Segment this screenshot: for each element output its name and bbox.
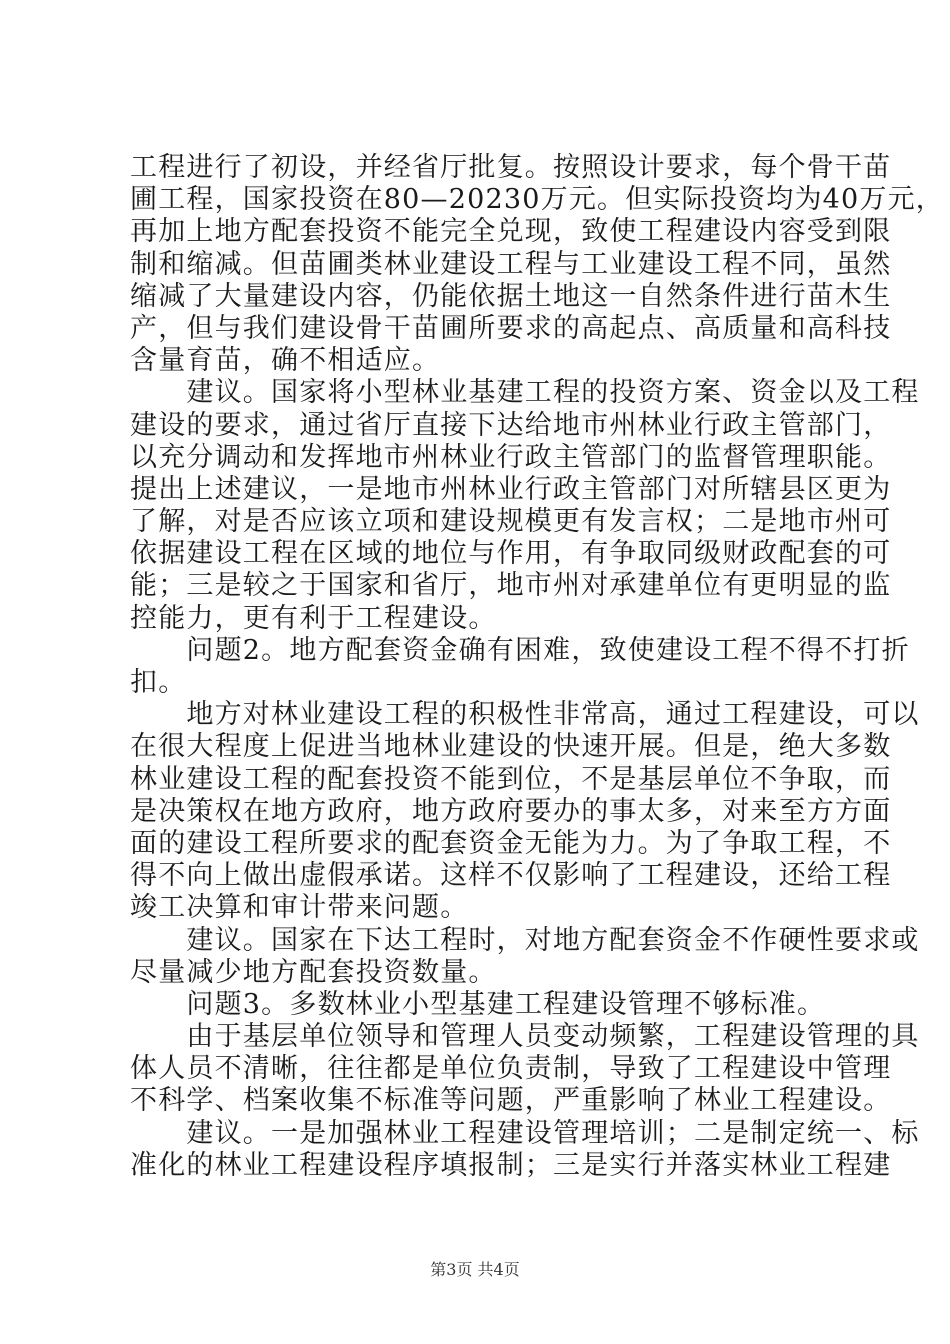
text-line: 在很大程度上促进当地林业建设的快速开展。但是，绝大多数 — [130, 731, 892, 763]
text-line: 建议。国家在下达工程时，对地方配套资金不作硬性要求或 — [130, 924, 920, 956]
text-line: 建议。一是加强林业工程建设管理培训；二是制定统一、标 — [130, 1117, 920, 1149]
text-line: 工程进行了初设，并经省厅批复。按照设计要求，每个骨干苗 — [130, 152, 892, 183]
text-line: 以充分调动和发挥地市州林业行政主管部门的监督管理职能。 — [130, 441, 892, 473]
text-line: 建议。国家将小型林业基建工程的投资方案、资金以及工程 — [130, 377, 920, 409]
text-line: 能；三是较之于国家和省厅，地市州对承建单位有更明显的监 — [130, 570, 892, 602]
text-line: 是决策权在地方政府，地方政府要办的事太多，对来至方方面 — [130, 795, 892, 827]
text-line: 建设的要求，通过省厅直接下达给地市州林业行政主管部门， — [130, 409, 892, 441]
text-line: 了解，对是否应该立项和建设规模更有发言权；二是地市州可 — [130, 506, 892, 538]
text-line: 地方对林业建设工程的积极性非常高，通过工程建设，可以 — [130, 699, 920, 731]
text-line: 由于基层单位领导和管理人员变动频繁，工程建设管理的具 — [130, 1021, 920, 1053]
text-line: 再加上地方配套投资不能完全兑现，致使工程建设内容受到限 — [130, 216, 892, 248]
text-line: 制和缩减。但苗圃类林业建设工程与工业建设工程不同，虽然 — [130, 248, 892, 280]
text-line: 缩减了大量建设内容，仍能依据土地这一自然条件进行苗木生 — [130, 280, 892, 312]
text-line: 控能力，更有利于工程建设。 — [130, 602, 497, 634]
document-body — [130, 152, 945, 1182]
text-line: 依据建设工程在区域的地位与作用，有争取同级财政配套的可 — [130, 538, 892, 570]
text-line: 尽量减少地方配套投资数量。 — [130, 956, 497, 988]
text-line: 面的建设工程所要求的配套资金无能为力。为了争取工程，不 — [130, 827, 892, 859]
text-line: 提出上述建议，一是地市州林业行政主管部门对所辖县区更为 — [130, 473, 892, 505]
page-number-footer: 第3页 共4页 — [430, 1260, 520, 1279]
text-line: 体人员不清晰，往往都是单位负责制，导致了工程建设中管理 — [130, 1053, 892, 1085]
text-line: 竣工决算和审计带来问题。 — [130, 892, 469, 924]
text-line: 问题3。多数林业小型基建工程建设管理不够标准。 — [130, 988, 826, 1020]
text-line: 林业建设工程的配套投资不能到位，不是基层单位不争取，而 — [130, 763, 892, 795]
text-line: 圃工程，国家投资在80—20230万元。但实际投资均为40万元， — [130, 184, 945, 216]
text-line: 得不向上做出虚假承诺。这样不仅影响了工程建设，还给工程 — [130, 860, 892, 892]
text-line: 扣。 — [130, 667, 187, 698]
text-line: 问题2。地方配套资金确有困难，致使建设工程不得不打折 — [130, 634, 910, 666]
text-line: 准化的林业工程建设程序填报制；三是实行并落实林业工程建 — [130, 1149, 892, 1181]
text-line: 不科学、档案收集不标准等问题，严重影响了林业工程建设。 — [130, 1085, 892, 1117]
text-line: 产，但与我们建设骨干苗圃所要求的高起点、高质量和高科技 — [130, 312, 892, 344]
text-line: 含量育苗，确不相适应。 — [130, 345, 441, 377]
